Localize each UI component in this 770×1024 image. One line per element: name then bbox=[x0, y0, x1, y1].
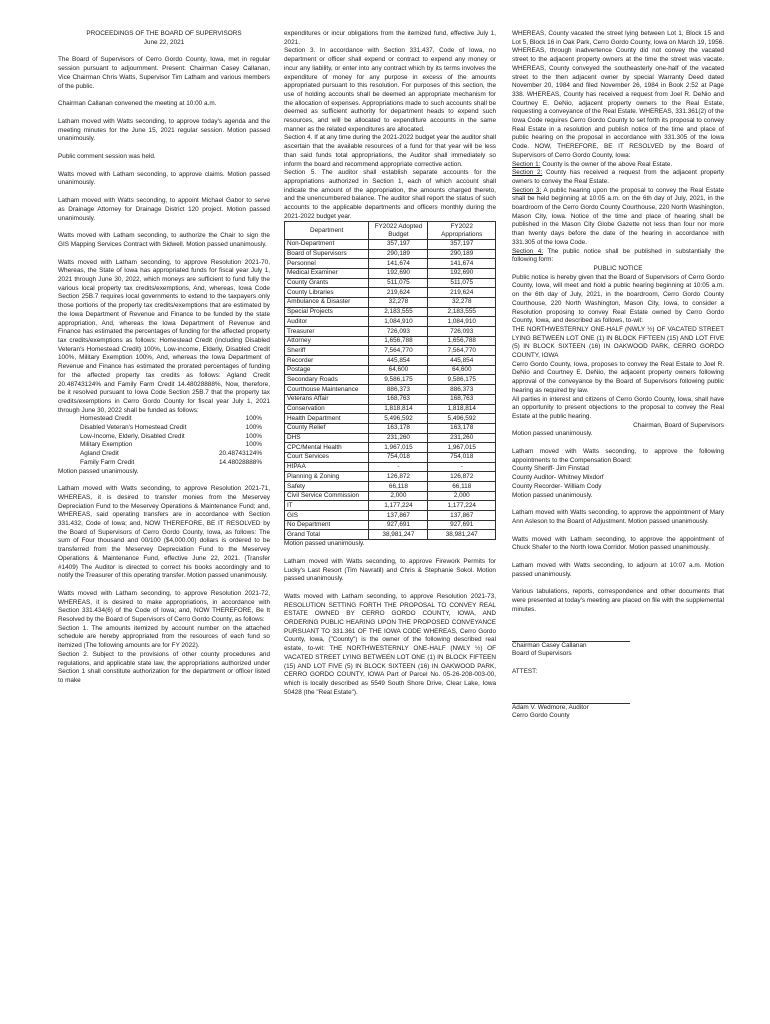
appropriations-table bbox=[284, 221, 496, 540]
department-cell: Medical Examiner bbox=[285, 268, 369, 278]
paragraph-meeting: The Board of Supervisors of Cerro Gordo County, Iowa, met in regular session pursuant to adjournment. Present: Chairman Casey Callanan, Vice Chairman Chris Watts, Supervisor Tim Latham and various members of the public. bbox=[58, 56, 270, 90]
appropriation-cell: 163,178 bbox=[428, 423, 496, 433]
table-row bbox=[285, 394, 496, 404]
paragraph-legal-description: THE NORTHWESTERNLY ONE-HALF (NWLY ½) OF VACATED STREET LYING BETWEEN LOT ONE (1) IN BLOCK FIFTEEN (15) AND LOT FIVE (5) IN BLOCK SIXTEEN (16) IN OAKWOOD PARK, CERRO GORDO COUNTY, IOWA bbox=[512, 325, 724, 360]
paragraph-section-2: Section 2. Subject to the provisions of other county procedures and regulations, and applicable state law, the appropriations authorized under Section 1 shall constitute authorization for the department or officer listed to make bbox=[58, 650, 270, 684]
appropriation-cell: 7,564,770 bbox=[428, 346, 496, 356]
department-cell: Attorney bbox=[285, 336, 369, 346]
column-left bbox=[58, 30, 270, 686]
funding-value: 14.48028888% bbox=[219, 458, 262, 466]
appropriation-cell: 1,084,910 bbox=[428, 317, 496, 327]
table-row bbox=[285, 520, 496, 530]
paragraph-resolution-72: Watts moved with Latham seconding, to approve Resolution 2021-72, WHEREAS, it is desired to make appropriations, in accordance with Section 331.434(6) of the Code of Iowa; and, NOW THEREFORE, Be It Resolved by the Board of Supervisors of Cerro Gordo County, as follows: bbox=[58, 589, 270, 624]
budget-cell: 1,084,910 bbox=[369, 317, 428, 327]
budget-cell: 38,981,247 bbox=[369, 530, 428, 540]
paragraph-convened: Chairman Callanan convened the meeting at 10:00 a.m. bbox=[58, 100, 217, 108]
budget-cell: 886,373 bbox=[369, 385, 428, 395]
funding-value: 100% bbox=[245, 432, 262, 440]
appropriation-cell: 66,118 bbox=[428, 482, 496, 492]
department-cell: GIS bbox=[285, 511, 369, 521]
table-row bbox=[285, 307, 496, 317]
funding-value: 100% bbox=[245, 441, 262, 449]
paragraph-motion-passed: Motion passed unanimously. bbox=[512, 491, 593, 499]
signer-name: Chairman Casey Callanan bbox=[512, 641, 587, 649]
paragraph-agenda: Latham moved with Watts seconding, to approve today's agenda and the meeting minutes for the June 15, 2021 regular session. Motion passed unanimously. bbox=[58, 117, 270, 143]
paragraph-resolution-70: Watts moved with Latham seconding, to approve Resolution 2021-70, Whereas, the State of Iowa has appropriated funds for fiscal year July 1, 2021 through June 30, 2022, which moneys are sufficient to fund fully the various local property tax credits/exemptions, And, whereas, Iowa Code Section 25B.7 requires local governments to extend to the taxpayers only those portions of the property tax credits/exemptions that are estimated by the Iowa Department of Revenue and Finance to be funded by the state appropriation, And, whereas the Iowa Department of Revenue and Finance has estimated the percentages of funding for the affected property tax credits/exemptions as follows: Homestead Credit (including Disabled Veteran's Homestead Credit) 100%, Low-income, Elderly, Disabled Credit 100%, Military Exemption 100%, And, whereas the Iowa Department of Revenue and Finance has estimated the prorated percentages of funding for the affected property tax credits as follows: Agland Credit 20.48743124% and Family Farm Credit 14.48028888%, Now, therefore, be it resolved pursuant to Iowa Code Section 25B.7 that the property tax credits/exemptions in Cerro Gordo County for fiscal year July 1, 2021 through June 30, 2022 shall be funded as follows: bbox=[58, 258, 270, 414]
budget-cell: 1,177,224 bbox=[369, 501, 428, 511]
appropriation-cell: 137,867 bbox=[428, 511, 496, 521]
paragraph-public-comment: Public comment session was held. bbox=[58, 153, 156, 161]
budget-cell: - bbox=[369, 462, 428, 472]
funding-row bbox=[58, 433, 270, 442]
list-item: County Sheriff- Jim Finstad bbox=[512, 465, 589, 473]
appropriation-cell: 1,967,015 bbox=[428, 443, 496, 453]
paragraph-section-1: Section 1. The amounts itemized by account number on the attached schedule are hereby appropriated from the resources of each fund so itemized (The following amounts are for FY 2022). bbox=[58, 624, 270, 650]
budget-cell: 7,564,770 bbox=[369, 346, 428, 356]
paragraph-board-of-adjustment: Latham moved with Watts seconding, to approve the appointment of Mary Ann Asleson to the Board of Adjustment. Motion passed unanimously. bbox=[512, 509, 724, 525]
appropriation-cell: 126,872 bbox=[428, 472, 496, 482]
department-cell: Ambulance & Disaster bbox=[285, 297, 369, 307]
budget-cell: 231,260 bbox=[369, 433, 428, 443]
table-row bbox=[285, 404, 496, 414]
table-row bbox=[285, 249, 496, 259]
table-row bbox=[285, 482, 496, 492]
funding-value: 100% bbox=[245, 415, 262, 423]
list-item: County Recorder- William Cody bbox=[512, 482, 602, 490]
budget-cell: 137,867 bbox=[369, 511, 428, 521]
department-cell: No Department bbox=[285, 520, 369, 530]
paragraph-section-5: Section 5. The auditor shall establish separate accounts for the appropriations authorized in Section 1, each of which account shall indicate the amount of the appropriation, the amounts charged thereto, and the unencumbered balance. The auditor shall report the status of such accounts to the applicable departments and officers monthly during the 2021-2022 budget year. bbox=[284, 169, 496, 220]
department-cell: Auditor bbox=[285, 317, 369, 327]
public-notice-heading: PUBLIC NOTICE bbox=[593, 264, 643, 272]
funding-row bbox=[58, 450, 270, 459]
header-adopted-budget: FY2022 Adopted Budget bbox=[369, 222, 428, 239]
paragraph-claims: Watts moved with Latham seconding, to approve claims. Motion passed unanimously. bbox=[58, 170, 270, 187]
section-3 bbox=[512, 187, 724, 248]
department-cell: County Grants bbox=[285, 278, 369, 288]
budget-cell: 2,000 bbox=[369, 491, 428, 501]
attest-label: ATTEST: bbox=[512, 668, 538, 675]
table-header-row bbox=[285, 222, 496, 239]
appropriation-cell: 141,674 bbox=[428, 259, 496, 269]
paragraph-firework-permits: Latham moved with Watts seconding, to approve Firework Permits for Lucky's Last Resort (Tim Navratil) and Chris & Stephanie Sokol. Motion passed unanimously. bbox=[284, 557, 496, 583]
table-row bbox=[285, 472, 496, 482]
paragraph-section-3: Section 3. In accordance with Section 331.437, Code of Iowa, no department or officer shall expend or contract to expend any money or incur any liability, or enter into any contract which by its terms involves the expenditure of money for any purpose in excess of the amounts appropriated pursuant to this resolution. For purposes of this section, the use of holding accounts shall be deemed an appropriate mechanism for the allocation of expenses. Appropriations made to such accounts shall be deemed as sufficient authority for department heads to expend such resources, and will be allocated to expenditure accounts in the same manner as the related expenditures are allocated. bbox=[284, 47, 496, 133]
chairman-signature-block bbox=[512, 641, 724, 659]
signer-title: Cerro Gordo County bbox=[512, 712, 570, 720]
table-row bbox=[285, 336, 496, 346]
department-cell: County Relief bbox=[285, 423, 369, 433]
budget-cell: 141,674 bbox=[369, 259, 428, 269]
funding-label: Homestead Credit bbox=[80, 415, 132, 423]
funding-list bbox=[58, 415, 270, 467]
budget-cell: 927,691 bbox=[369, 520, 428, 530]
section-label: Section 1: bbox=[512, 160, 541, 168]
budget-cell: 32,278 bbox=[369, 297, 428, 307]
signer-name: Adam V. Wedmore, Auditor bbox=[512, 703, 589, 711]
paragraph-motion-passed: Motion passed unanimously. bbox=[512, 430, 593, 438]
table-row bbox=[285, 462, 496, 472]
appropriation-cell: - bbox=[428, 462, 496, 472]
department-cell: Personnel bbox=[285, 259, 369, 269]
appropriation-cell: 5,496,592 bbox=[428, 414, 496, 424]
department-cell: Secondary Roads bbox=[285, 375, 369, 385]
auditor-signature-block bbox=[512, 703, 724, 721]
section-1 bbox=[512, 161, 724, 170]
department-cell: IT bbox=[285, 501, 369, 511]
appropriation-cell: 2,183,555 bbox=[428, 307, 496, 317]
paragraph-gis-contract: Watts moved with Latham seconding, to authorize the Chair to sign the GIS Mapping Services Contract with Sidwell. Motion passed unanimously. bbox=[58, 232, 270, 248]
table-row bbox=[285, 365, 496, 375]
budget-cell: 511,075 bbox=[369, 278, 428, 288]
budget-cell: 9,586,175 bbox=[369, 375, 428, 385]
department-cell: Special Projects bbox=[285, 307, 369, 317]
department-cell: Board of Supervisors bbox=[285, 249, 369, 259]
section-text: A public hearing upon the proposal to convey the Real Estate shall be held beginning at 10:05 a.m. on the 6th day of July, 2021, in the boardroom of the Cerro Gordo County Courthouse, 220 North Washington, Mason City, Iowa. Notice of the time and place of hearing shall be published in the Mason City Globe Gazette not less than four nor more than twenty days before the date of the hearing in accordance with 331.305 of the Iowa Code. bbox=[512, 186, 724, 246]
section-label: Section 4: bbox=[512, 247, 544, 255]
document-date: June 22, 2021 bbox=[143, 38, 185, 46]
paragraph-notice: Public notice is hereby given that the Board of Supervisors of Cerro Gordo County, Iowa, will meet and hold a public hearing beginning at 10:05 a.m. on the 6th day of July, 2021, in the boardroom, Cerro Gordo County Courthouse, 220 North Washington, Mason City, Iowa, to consider a Resolution proposing to convey Real Estate owned by Cerro Gordo County, Iowa, and described as follows, to-wit: bbox=[512, 273, 724, 325]
table-row bbox=[285, 501, 496, 511]
table-row bbox=[285, 511, 496, 521]
budget-cell: 126,872 bbox=[369, 472, 428, 482]
appropriation-cell: 2,000 bbox=[428, 491, 496, 501]
appropriation-cell: 1,177,224 bbox=[428, 501, 496, 511]
budget-cell: 1,656,788 bbox=[369, 336, 428, 346]
table-row bbox=[285, 414, 496, 424]
table-row bbox=[285, 385, 496, 395]
list-item: County Auditor- Whitney Mixdorf bbox=[512, 474, 604, 482]
paragraph-motion-passed: Motion passed unanimously. bbox=[284, 540, 365, 548]
budget-cell: 1,818,814 bbox=[369, 404, 428, 414]
appropriation-cell: 357,197 bbox=[428, 239, 496, 249]
appropriation-cell: 219,624 bbox=[428, 288, 496, 298]
budget-cell: 2,183,555 bbox=[369, 307, 428, 317]
budget-cell: 168,763 bbox=[369, 394, 428, 404]
budget-cell: 357,197 bbox=[369, 239, 428, 249]
funding-label: Family Farm Credit bbox=[80, 458, 135, 466]
table-row bbox=[285, 530, 496, 540]
appropriation-cell: 38,981,247 bbox=[428, 530, 496, 540]
section-text: The public notice shall be published in substantially the following form: bbox=[512, 247, 725, 264]
funding-label: Low-Income, Elderly, Disabled Credit bbox=[80, 432, 185, 440]
table-row bbox=[285, 356, 496, 366]
funding-row bbox=[58, 424, 270, 433]
budget-cell: 1,967,015 bbox=[369, 443, 428, 453]
section-label: Section 2: bbox=[512, 169, 543, 177]
table-row bbox=[285, 327, 496, 337]
appropriation-cell: 290,189 bbox=[428, 249, 496, 259]
funding-label: Disabled Veteran's Homestead Credit bbox=[80, 424, 187, 432]
funding-value: 20.48743124% bbox=[219, 450, 262, 458]
budget-cell: 754,018 bbox=[369, 452, 428, 462]
chairman-signature-line: Chairman, Board of Supervisors bbox=[633, 421, 724, 429]
table-row bbox=[285, 268, 496, 278]
department-cell: Postage bbox=[285, 365, 369, 375]
funding-row bbox=[58, 441, 270, 450]
department-cell: Health Department bbox=[285, 414, 369, 424]
column-right bbox=[512, 30, 724, 721]
department-cell: Conservation bbox=[285, 404, 369, 414]
table-row bbox=[285, 297, 496, 307]
appropriation-cell: 886,373 bbox=[428, 385, 496, 395]
appropriation-cell: 9,586,175 bbox=[428, 375, 496, 385]
department-cell: Sheriff bbox=[285, 346, 369, 356]
paragraph-adjourn: Latham moved with Watts seconding, to adjourn at 10:07 a.m. Motion passed unanimously. bbox=[512, 562, 724, 578]
paragraph-north-iowa-corridor: Watts moved with Latham seconding, to approve the appointment of Chuck Shafer to the North Iowa Corridor. Motion passed unanimously. bbox=[512, 535, 724, 552]
table-row bbox=[285, 278, 496, 288]
paragraph-various-documents: Various tabulations, reports, correspondence and other documents that were presented at today's meeting are placed on file with the supplemental minutes. bbox=[512, 588, 724, 613]
budget-cell: 163,178 bbox=[369, 423, 428, 433]
budget-cell: 290,189 bbox=[369, 249, 428, 259]
funding-label: Military Exemption bbox=[80, 441, 133, 449]
appropriation-cell: 168,763 bbox=[428, 394, 496, 404]
paragraph-propose: Cerro Gordo County, Iowa, proposes to convey the Real Estate to Joel R. DeNio and Courtney E. DeNio, the adjacent property owners following approval of the conveyance by the Board of Supervisors following public hearing as required by law. bbox=[512, 360, 724, 394]
table-body bbox=[285, 239, 496, 539]
paragraph-drainage-attorney: Latham moved with Watts seconding, to appoint Michael Gabor to serve as Drainage Attorney for Drainage District 120 project. Motion passed unanimously. bbox=[58, 197, 270, 222]
department-cell: Grand Total bbox=[285, 530, 369, 540]
table-row bbox=[285, 346, 496, 356]
funding-value: 100% bbox=[245, 424, 262, 432]
header-department: Department bbox=[285, 222, 369, 239]
table-row bbox=[285, 317, 496, 327]
paragraph-section-4: Section 4. If at any time during the 2021-2022 budget year the auditor shall ascertain that the available resources of a fund for that year will be less than said funds total appropriations, the Auditor shall immediately so inform the board and recommend appropriate corrective action. bbox=[284, 134, 496, 168]
funding-row bbox=[58, 459, 270, 468]
table-row bbox=[285, 259, 496, 269]
department-cell: Civil Service Commission bbox=[285, 491, 369, 501]
budget-cell: 5,496,592 bbox=[369, 414, 428, 424]
section-label: Section 3: bbox=[512, 186, 542, 194]
document-title: PROCEEDINGS OF THE BOARD OF SUPERVISORS bbox=[86, 30, 242, 37]
table-row bbox=[285, 375, 496, 385]
table-row bbox=[285, 423, 496, 433]
department-cell: Veterans Affair bbox=[285, 394, 369, 404]
budget-cell: 66,118 bbox=[369, 482, 428, 492]
department-cell: Planning & Zoning bbox=[285, 472, 369, 482]
budget-cell: 64,600 bbox=[369, 365, 428, 375]
budget-cell: 726,093 bbox=[369, 327, 428, 337]
department-cell: CPC/Mental Health bbox=[285, 443, 369, 453]
appropriation-cell: 754,018 bbox=[428, 452, 496, 462]
appropriation-cell: 192,690 bbox=[428, 268, 496, 278]
appropriation-cell: 32,278 bbox=[428, 297, 496, 307]
funding-row bbox=[58, 415, 270, 424]
column-middle bbox=[284, 30, 496, 697]
section-2 bbox=[512, 169, 724, 186]
department-cell: HIPAA bbox=[285, 462, 369, 472]
paragraph-resolution-71: Latham moved with Watts seconding, to approve Resolution 2021-71, WHEREAS, it is desired to transfer monies from the Meservey Depreciation Fund to the Meservey Operations & Maintenance Fund; and, WHEREAS, said operating transfers are in accordance with Section 331.432, Code of Iowa; and, NOW THEREFORE, BE IT RESOLVED by the Board of Supervisors of Cerro Gordo County, Iowa, as follows: The sum of Four thousand and 00/100 ($4,000.00) dollars is ordered to be transferred from the Meservey Depreciation Fund to the Meservey Operations & Maintenance Fund, effective June 22, 2021. (Transfer #1409) The Auditor is directed to correct his books accordingly and to notify the Treasurer of this operating transfer. Motion passed unanimously. bbox=[58, 485, 270, 580]
department-cell: Safety bbox=[285, 482, 369, 492]
appropriation-cell: 445,854 bbox=[428, 356, 496, 366]
table-row bbox=[285, 452, 496, 462]
appropriation-cell: 1,818,814 bbox=[428, 404, 496, 414]
paragraph-compensation-board: Latham moved with Watts seconding, to approve the following appointments to the Compensation Board: bbox=[512, 448, 724, 464]
budget-cell: 219,624 bbox=[369, 288, 428, 298]
appropriation-cell: 231,260 bbox=[428, 433, 496, 443]
paragraph-resolution-73: Watts moved with Latham seconding, to approve Resolution 2021-73, RESOLUTION SETTING FORTH THE PROPOSAL TO CONVEY REAL ESTATE OWNED BY CERRO GORDO COUNTY, IOWA, AND ORDERING PUBLIC HEARING UPON THE PROPOSED CONVEYANCE PURSUANT TO 331.361 OF THE IOWA CODE WHEREAS, Cerro Gordo County, Iowa, ("County") is the owner of the following described real estate, to-wit: THE NORTHWESTERNLY ONE-HALF (NWLY ½) OF VACATED STREET LYING BETWEEN LOT ONE (1) IN BLOCK FIFTEEN (15) AND LOT FIVE (5) IN BLOCK SIXTEEN (16) IN OAKWOOD PARK, CERRO GORDO COUNTY, IOWA Part of Parcel No. 05-26-208-003-00, which is locally described as 5549 South Shore Drive, Clear Lake, Iowa 50428 (the "Real Estate"). bbox=[284, 592, 496, 696]
table-row bbox=[285, 239, 496, 249]
department-cell: Courthouse Maintenance bbox=[285, 385, 369, 395]
section-4 bbox=[512, 248, 724, 265]
appropriation-cell: 726,093 bbox=[428, 327, 496, 337]
table-row bbox=[285, 433, 496, 443]
department-cell: DHS bbox=[285, 433, 369, 443]
budget-cell: 192,690 bbox=[369, 268, 428, 278]
department-cell: Treasurer bbox=[285, 327, 369, 337]
department-cell: Non-Department bbox=[285, 239, 369, 249]
budget-cell: 445,854 bbox=[369, 356, 428, 366]
appropriation-cell: 1,656,788 bbox=[428, 336, 496, 346]
section-text: County is the owner of the above Real Estate. bbox=[540, 160, 673, 168]
header-appropriations: FY2022 Appropriations bbox=[428, 222, 496, 239]
signer-title: Board of Supervisors bbox=[512, 650, 572, 658]
paragraph-motion-passed: Motion passed unanimously. bbox=[58, 467, 139, 475]
table-row bbox=[285, 491, 496, 501]
table-row bbox=[285, 288, 496, 298]
table-row bbox=[285, 443, 496, 453]
paragraph-whereas: WHEREAS, County vacated the street lying between Lot 1, Block 15 and Lot 5, Block 16 in Oak Park, Cerro Gordo County, Iowa on March 19, 1956. WHEREAS, through inadvertence County did not convey the vacated street to the adjacent property owners at the time the street was vacate. WHEREAS, County conveyed the southeasterly one-half of the vacated street to the then adjacent owner by special Warranty Deed dated November 20, 1984 and filed November 26, 1984 in Book 2:52 at Page 338. WHEREAS, County has received a request from Joel R. DeNio and Courtney E. DeNio, adjacent property owners to the Real Estate, requesting a conveyance of the Real Estate. WHEREAS, 331.361(2) of the Iowa Code requires Cerro Gordo County to set forth its proposal to convey Real Estate in a resolution and publish notice of the time and place of public hearing on the proposal in accordance with 331.305 of the Iowa Code. NOW, THEREFORE, BE IT RESOLVED by the Board of Supervisors of Cerro Gordo County, Iowa: bbox=[512, 30, 724, 159]
appropriation-cell: 511,075 bbox=[428, 278, 496, 288]
funding-label: Agland Credit bbox=[80, 450, 119, 458]
appropriation-cell: 64,600 bbox=[428, 365, 496, 375]
department-cell: Court Services bbox=[285, 452, 369, 462]
department-cell: County Libraries bbox=[285, 288, 369, 298]
paragraph-continued: expenditures or incur obligations from the itemized fund, effective July 1, 2021. bbox=[284, 30, 496, 46]
section-text: County has received a request from the adjacent property owners to convey the Real Estate. bbox=[512, 169, 724, 185]
paragraph-parties: All parties in interest and citizens of Cerro Gordo County, Iowa, shall have an opportunity to present objections to the proposal to convey the Real Estate at the public hearing. bbox=[512, 395, 724, 420]
appropriation-cell: 927,691 bbox=[428, 520, 496, 530]
department-cell: Recorder bbox=[285, 356, 369, 366]
